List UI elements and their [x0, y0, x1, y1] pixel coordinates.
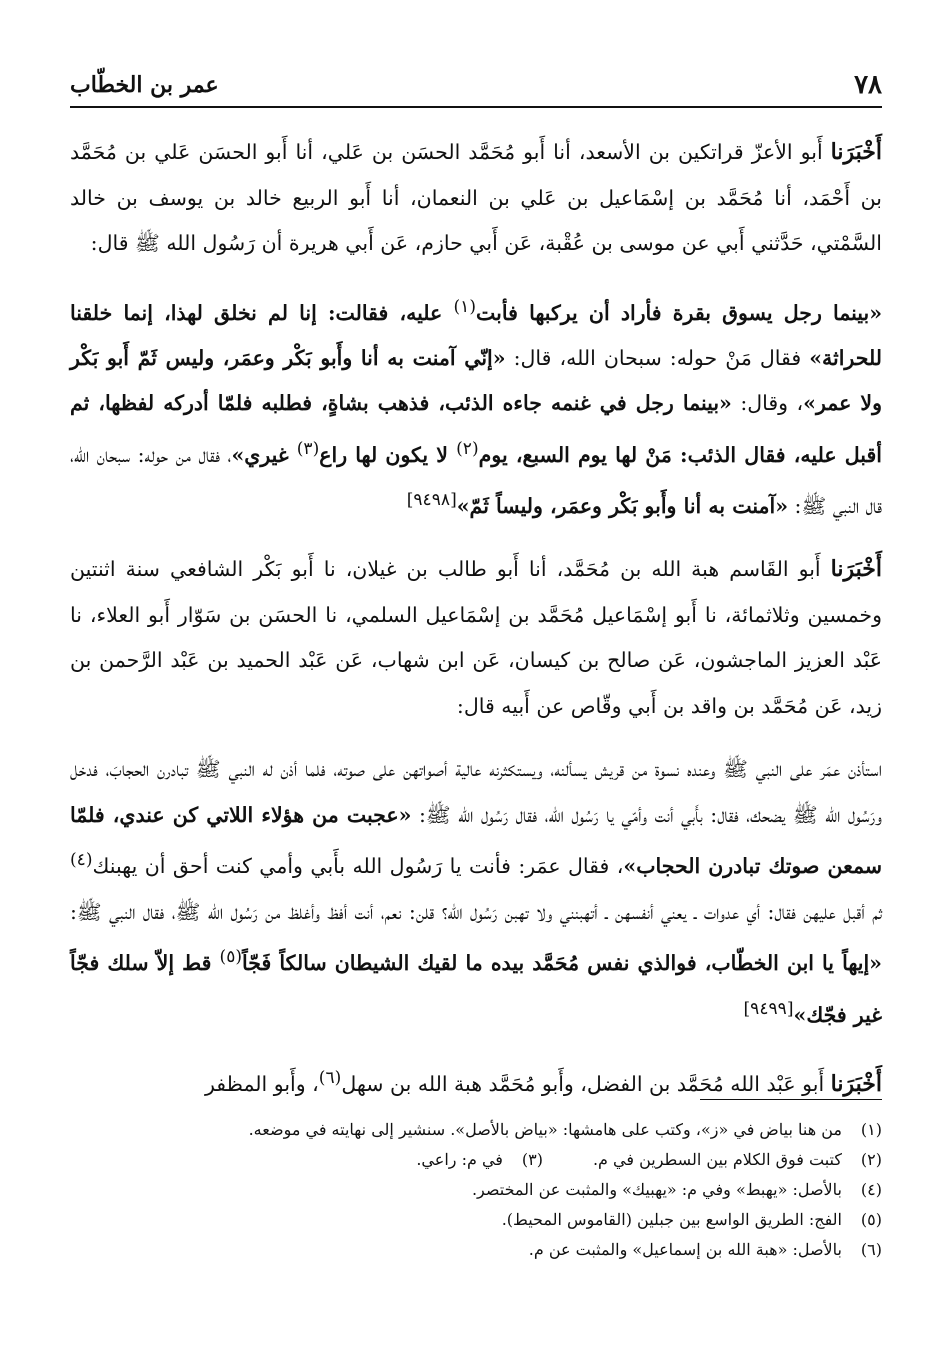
- footnotes: [70, 1115, 882, 1265]
- page-header: [70, 70, 882, 104]
- paragraph-text: ، وقال:: [731, 391, 804, 416]
- footnote-rule: [700, 1099, 882, 1100]
- paragraph-text: أَبو الأعزّ قراتكين بن الأسعد، أنا أَبو مُحَمَّد الحسَن بن عَلي، أنا أَبو الحسَن عَلي بن مُحَمَّد بن أَحْمَد، أنا مُحَمَّد بن إسْمَاعيل بن عَلي بن النعمان، أنا أَبو الربيع خالد بن يوسف بن خالد السَّمْتي، حَدَّثني أَبي عن موسى بن عُقْبة، عَن أَبي حازم، عَن أَبي هريرة أن رَسُول الله ﷺ قال:: [70, 140, 882, 255]
- hadith-text: لا يكون لها راع: [319, 442, 457, 467]
- footnote-marker: (٢): [456, 438, 479, 459]
- paragraph-text: ، فقال من حوله: سبحان الله، قال النبي ﷺ:: [70, 442, 882, 518]
- footnote-text: من هنا بياض في «ز»، وكتب على هامشها: «بياض بالأصل». سنشير إلى نهايته في موضعه.: [248, 1120, 842, 1139]
- footnote-number: (٥): [860, 1210, 882, 1229]
- footnote: [70, 1235, 882, 1265]
- hadith-text: غيري»: [231, 442, 297, 467]
- footnote-text: الفج: الطريق الواسع بين جبلين (القاموس المحيط).: [501, 1210, 842, 1229]
- paragraph-text: ، وأَبو المظفر: [204, 1071, 319, 1096]
- hadith-text: عليه، فقالت: إنا لم نخلق لهذا، إنما خلقنا للحراثة»: [70, 300, 882, 370]
- akhbarana-keyword: أَخْبَرَنا: [830, 1070, 882, 1097]
- hadith-text: «إنّي آمنت به أنا وأَبو بَكْر وعمَر، وليس ثَمّ أَبو بَكْر ولا عمر»: [70, 345, 882, 416]
- hadith-text: قط إلاّ سلك فجّاً غير فجّك»: [70, 951, 882, 1027]
- footnote-number: (٦): [860, 1240, 882, 1259]
- paragraph-text: أَبو القَاسم هبة الله بن مُحَمَّد، أنا أَبو طالب بن غيلان، نا أَبو بَكْر الشافعي سنة اثنتين وخمسين وثلاثمائة، نا أَبو إسْمَاعيل مُحَمَّد بن إسْمَاعيل السلمي، نا الحسَن بن سَوّار أَبو العلاء، نا عَبْد العزيز الماجشون، عَن صالح بن كيسان، عَن ابن شهاب، عَن عَبْد الحميد بن عَبْد الرَّحمن بن زيد، عَن مُحَمَّد بن واقد بن أَبي وقّاص عن أَبيه قال:: [70, 557, 882, 718]
- hadith-text: «إيهاً يا ابن الخطّاب، فوالذي نفس مُحَمَّد بيده ما لقيك الشيطان سالكاً فَجّاً: [242, 951, 882, 976]
- footnote-number: (٤): [860, 1180, 882, 1199]
- paragraph-text: ثم أقبل عليهن فقال: أي عدوات ـ يعني أنفسهن ـ أتهبنني ولا تهبن رَسُول الله؟ قلن: نعم، أنت أفظ وأغلظ من رَسُول الله ﷺ، فقال النبي ﷺ:: [70, 899, 882, 924]
- footnote-text: بالأصل: «هبة الله بن إسماعيل» والمثبت عن م.: [528, 1240, 842, 1259]
- paragraph-text: استأذن عمَر على النبي ﷺ وعنده نسوة من قريش يسألنه، ويستكثرنه عالية أصواتهن على صوته، فلما أذن له النبي ﷺ تبادرن الحجابَ، فدخل ورَسُول الله ﷺ يضحك، فقال: بأَبي أنت وأمّي يا رَسُول الله، فقال رَسُول الله ﷺ:: [70, 757, 882, 827]
- footnote-marker: (٤): [70, 850, 93, 871]
- footnote: [70, 1175, 882, 1205]
- akhbarana-keyword: أَخْبَرَنا: [830, 556, 882, 583]
- hadith-text: «عجبت من هؤلاء اللاتي كن عندي، فلمّا سمعن صوتك تبادرن الحجاب»: [70, 802, 882, 879]
- hadith-reference-number: [٩٤٩٩]: [743, 998, 794, 1019]
- footnote-number: (٣): [521, 1150, 543, 1169]
- footnote-text: بالأصل: «يهبط» وفي م: «يهبيك» والمثبت عن المختصر.: [471, 1180, 842, 1199]
- header-rule: [70, 106, 882, 108]
- footnote-text: كتبت فوق الكلام بين السطرين في م.: [592, 1150, 842, 1169]
- main-text: [70, 130, 882, 1125]
- akhbarana-keyword: أَخْبَرَنا: [830, 139, 882, 165]
- paragraph-text: ، فقال عمَر: فأنت يا رَسُول الله بأَبي وأمي كنت أحق أن يهبنك: [92, 854, 624, 879]
- hadith-reference-number: [٩٤٩٨]: [406, 490, 457, 511]
- running-title: عمر بن الخطّاب: [70, 72, 219, 98]
- hadith-text: «آمنت به أنا وأَبو بَكْر وعمَر، وليساً ثَمّ»: [456, 493, 789, 518]
- footnote-marker: (٦): [318, 1067, 342, 1088]
- paragraph-isnad-2: [70, 547, 882, 729]
- footnote-text: في م: راعي.: [416, 1150, 503, 1169]
- footnote-marker: (٣): [296, 438, 320, 459]
- page-number: ٧٨: [854, 70, 882, 100]
- footnote-number: (١): [860, 1120, 882, 1139]
- footnote-marker: (١): [453, 296, 477, 317]
- footnote: [70, 1145, 882, 1175]
- footnote: [70, 1115, 882, 1145]
- paragraph-hadith-1: [70, 285, 882, 530]
- footnote: [70, 1205, 882, 1235]
- paragraph-hadith-2: [70, 747, 882, 1037]
- paragraph-isnad-1: [70, 130, 882, 267]
- paragraph-text: أَبو عَبْد الله مُحَمَّد بن الفضل، وأَبو مُحَمَّد هبة الله بن سهل: [341, 1071, 831, 1096]
- hadith-text: «بينما رجل يسوق بقرة فأراد أن يركبها فأبت: [476, 300, 883, 325]
- footnote-number: (٢): [860, 1150, 882, 1169]
- paragraph-text: فقال مَنْ حوله: سبحان الله، قال:: [505, 345, 810, 370]
- hadith-text: «بينما رجل في غنمه جاءه الذئب، فذهب بشاةٍ، فطلبه فلمّا أدركه لفظها، ثم أقبل عليه، فقال الذئب: مَنْ لها يوم السبع، يوم: [70, 391, 882, 467]
- footnote-marker: (٥): [219, 947, 243, 968]
